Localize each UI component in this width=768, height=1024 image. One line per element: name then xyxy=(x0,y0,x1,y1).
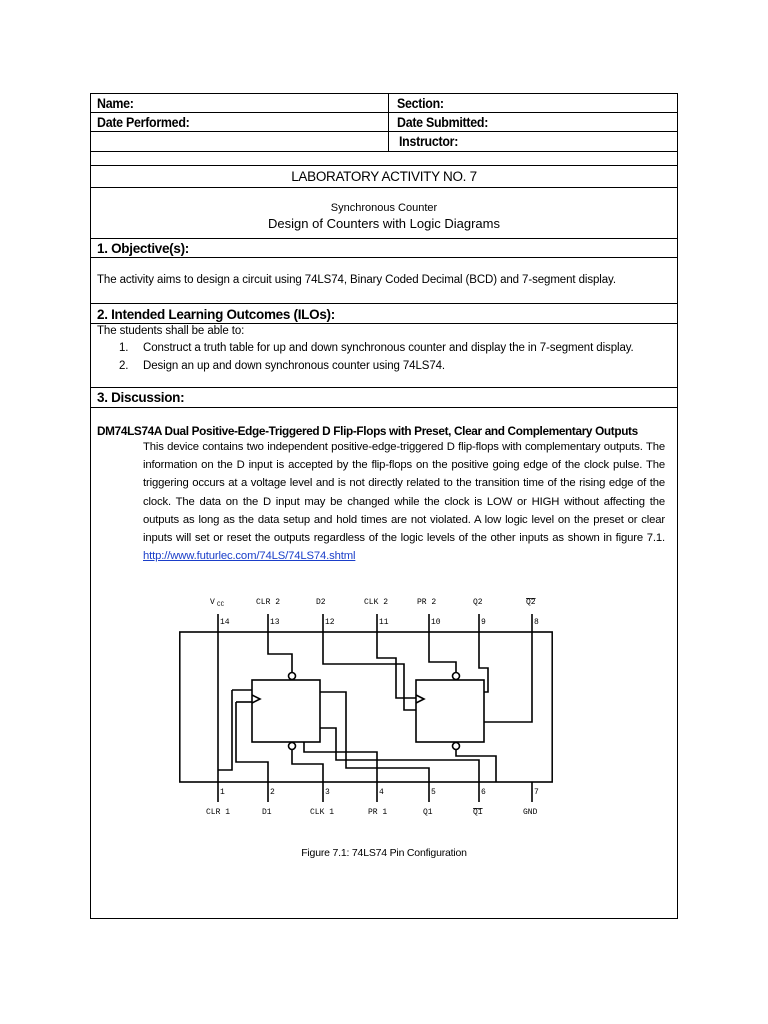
column-divider xyxy=(388,132,389,151)
pin-label-q2: Q2 xyxy=(473,598,483,607)
activity-title-row xyxy=(91,166,677,188)
pin-number-9: 9 xyxy=(481,618,486,627)
section-label: Section: xyxy=(397,96,444,111)
pin-number-13: 13 xyxy=(270,618,280,627)
instructor-label: Instructor: xyxy=(399,134,459,149)
spacer-row xyxy=(91,152,677,166)
title-row xyxy=(91,188,677,239)
clock-input-2 xyxy=(416,695,424,703)
pin-number-12: 12 xyxy=(325,618,335,627)
clear-bubble-1 xyxy=(289,743,296,750)
ilos-heading-row xyxy=(91,304,677,324)
ilos-row xyxy=(91,324,677,388)
ilos-item-2 xyxy=(119,360,659,372)
pin-number-6: 6 xyxy=(481,788,486,797)
date-submitted-label: Date Submitted: xyxy=(397,115,489,130)
pin-number-8: 8 xyxy=(534,618,539,627)
header-row-2 xyxy=(91,113,677,132)
ilos-item-text: Design an up and down synchronous counter using 74LS74. xyxy=(143,360,446,372)
header-row-1 xyxy=(91,94,677,113)
pin-label-q2-bar: Q2 xyxy=(526,598,536,607)
pin-label-q1-bar: Q1 xyxy=(473,808,483,817)
pin-number-3: 3 xyxy=(325,788,330,797)
objectives-row xyxy=(91,258,677,304)
flip-flop-1 xyxy=(252,680,320,742)
pin-number-10: 10 xyxy=(431,618,441,627)
objectives-heading-row xyxy=(91,239,677,258)
pin-label-d2: D2 xyxy=(316,598,326,607)
pin-number-11: 11 xyxy=(379,618,389,627)
pin-number-5: 5 xyxy=(431,788,436,797)
pin-label-pr2: PR 2 xyxy=(417,598,437,607)
reference-link[interactable]: http://www.futurlec.com/74LS/74LS74.shtml xyxy=(143,550,356,563)
flip-flop-2 xyxy=(416,680,484,742)
pin-label-q1: Q1 xyxy=(423,808,433,817)
main-title: Design of Counters with Logic Diagrams xyxy=(268,216,500,231)
pin-label-clr2: CLR 2 xyxy=(256,598,281,607)
ilos-item-number: 2. xyxy=(119,360,129,372)
pin-number-4: 4 xyxy=(379,788,384,797)
pin-label-vcc-sub: CC xyxy=(217,601,225,608)
pin-number-7: 7 xyxy=(534,788,539,797)
pin-label-gnd: GND xyxy=(523,808,538,817)
header-row-3 xyxy=(91,132,677,152)
subtitle: Synchronous Counter xyxy=(330,202,438,214)
column-divider xyxy=(388,94,389,112)
lab-sheet xyxy=(90,93,678,919)
objectives-text: The activity aims to design a circuit using 74LS74, Binary Coded Decimal (BCD) and 7-segment display. xyxy=(97,274,616,286)
pin-label-clk1: CLK 1 xyxy=(310,808,335,817)
ilos-heading: 2. Intended Learning Outcomes (ILOs): xyxy=(97,307,335,322)
column-divider xyxy=(388,113,389,131)
preset-bubble-2 xyxy=(453,673,460,680)
name-label: Name: xyxy=(97,96,134,111)
pin-label-clr1: CLR 1 xyxy=(206,808,231,817)
pin-configuration-diagram xyxy=(176,592,556,822)
activity-title: LABORATORY ACTIVITY NO. 7 xyxy=(291,169,477,184)
ilos-item-1 xyxy=(119,342,659,354)
discussion-heading: 3. Discussion: xyxy=(97,390,185,405)
ilos-item-number: 1. xyxy=(119,342,129,354)
discussion-heading-row xyxy=(91,388,677,408)
pin-label-d1: D1 xyxy=(262,808,272,817)
date-performed-label: Date Performed: xyxy=(97,115,190,130)
pin-label-vcc: V xyxy=(210,598,215,607)
ilos-item-text: Construct a truth table for up and down synchronous counter and display the in 7-segment display. xyxy=(143,342,634,354)
pin-label-clk2: CLK 2 xyxy=(364,598,389,607)
pin-number-14: 14 xyxy=(220,618,230,627)
preset-bubble-1 xyxy=(289,673,296,680)
pin-number-2: 2 xyxy=(270,788,275,797)
clear-bubble-2 xyxy=(453,743,460,750)
discussion-subheading: DM74LS74A Dual Positive-Edge-Triggered D Flip-Flops with Preset, Clear and Complementary Outputs xyxy=(97,424,638,438)
clock-input-1 xyxy=(252,695,260,703)
ilos-intro: The students shall be able to: xyxy=(97,325,245,337)
discussion-text: This device contains two independent positive-edge-triggered D flip-flops with complementary outputs. The information on the D input is accepted by the flip-flops on the positive going edge of the clock pulse. The triggering occurs at a voltage level and is not directly related to the transition time of the rising edge of the clock. The data on the D input may be changed while the clock is LOW or HIGH without affecting the outputs as long as the data setup and hold times are not violated. A low logic level on the preset or clear inputs will set or reset the outputs regardless of the logic levels of the other inputs as shown in figure 7.1. xyxy=(143,441,665,545)
figure-caption: Figure 7.1: 74LS74 Pin Configuration xyxy=(301,847,467,859)
objectives-heading: 1. Objective(s): xyxy=(97,241,189,256)
pin-number-1: 1 xyxy=(220,788,225,797)
pin-label-pr1: PR 1 xyxy=(368,808,388,817)
discussion-paragraph xyxy=(143,438,665,565)
